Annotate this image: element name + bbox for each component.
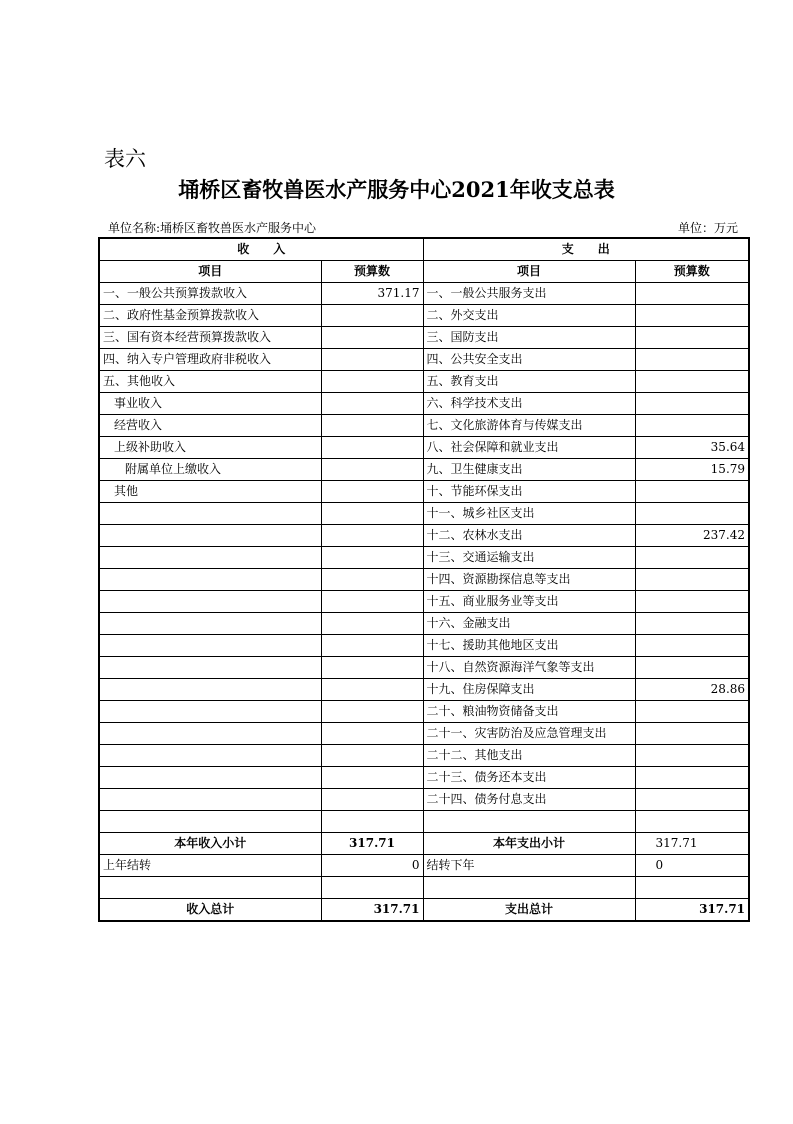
expense-value-cell	[635, 503, 749, 525]
income-item-cell	[99, 789, 321, 811]
expense-item-cell: 六、科学技术支出	[423, 393, 635, 415]
table-row	[99, 811, 749, 833]
expense-item-cell: 二十三、债务还本支出	[423, 767, 635, 789]
expense-value-cell	[635, 481, 749, 503]
blank-cell	[423, 877, 635, 899]
expense-group-header: 支 出	[423, 238, 749, 261]
expense-value-cell	[635, 415, 749, 437]
expense-value-cell	[635, 613, 749, 635]
column-header-row	[99, 261, 749, 283]
expense-item-cell: 十五、商业服务业等支出	[423, 591, 635, 613]
carry-row	[99, 855, 749, 877]
expense-value-cell	[635, 745, 749, 767]
income-value-cell	[321, 569, 423, 591]
income-value-cell	[321, 459, 423, 481]
expense-item-cell: 十四、资源勘探信息等支出	[423, 569, 635, 591]
expense-item-cell: 十八、自然资源海洋气象等支出	[423, 657, 635, 679]
income-value-cell: 371.17	[321, 283, 423, 305]
expense-item-cell: 二十一、灾害防治及应急管理支出	[423, 723, 635, 745]
table-row	[99, 591, 749, 613]
expense-item-cell	[423, 811, 635, 833]
subtotal-row	[99, 833, 749, 855]
expense-value-cell: 28.86	[635, 679, 749, 701]
income-item-cell: 三、国有资本经营预算拨款收入	[99, 327, 321, 349]
income-item-cell	[99, 657, 321, 679]
income-item-cell	[99, 569, 321, 591]
income-group-header: 收 入	[99, 238, 423, 261]
income-item-cell: 四、纳入专户管理政府非税收入	[99, 349, 321, 371]
expense-value-cell	[635, 305, 749, 327]
income-value-cell	[321, 591, 423, 613]
income-subtotal-value: 317.71	[321, 833, 423, 855]
income-value-cell	[321, 503, 423, 525]
expense-value-cell	[635, 657, 749, 679]
blank-cell	[321, 877, 423, 899]
expense-subtotal-label: 本年支出小计	[423, 833, 635, 855]
income-value-cell	[321, 415, 423, 437]
income-value-cell	[321, 811, 423, 833]
table-row	[99, 767, 749, 789]
table-row	[99, 481, 749, 503]
income-item-cell	[99, 547, 321, 569]
income-subtotal-label: 本年收入小计	[99, 833, 321, 855]
income-value-cell	[321, 635, 423, 657]
income-value-cell	[321, 393, 423, 415]
table-row	[99, 569, 749, 591]
expense-item-cell: 十一、城乡社区支出	[423, 503, 635, 525]
income-value-cell	[321, 349, 423, 371]
expense-total-label: 支出总计	[423, 899, 635, 922]
expense-budget-header: 预算数	[635, 261, 749, 283]
income-item-cell: 其他	[99, 481, 321, 503]
table-row	[99, 745, 749, 767]
income-item-cell: 附属单位上缴收入	[99, 459, 321, 481]
expense-value-cell	[635, 569, 749, 591]
table-row	[99, 701, 749, 723]
expense-item-header: 项目	[423, 261, 635, 283]
income-value-cell	[321, 371, 423, 393]
income-value-cell	[321, 767, 423, 789]
expense-value-cell	[635, 767, 749, 789]
expense-item-cell: 二十、粮油物资储备支出	[423, 701, 635, 723]
expense-item-cell: 三、国防支出	[423, 327, 635, 349]
income-item-cell	[99, 613, 321, 635]
income-item-cell: 上级补助收入	[99, 437, 321, 459]
income-item-cell	[99, 503, 321, 525]
expense-item-cell: 十九、住房保障支出	[423, 679, 635, 701]
expense-item-cell: 十三、交通运输支出	[423, 547, 635, 569]
income-carry-value: 0	[321, 855, 423, 877]
expense-item-cell: 十二、农林水支出	[423, 525, 635, 547]
income-item-cell	[99, 767, 321, 789]
table-row	[99, 393, 749, 415]
table-row	[99, 789, 749, 811]
income-value-cell	[321, 723, 423, 745]
expense-item-cell: 十七、援助其他地区支出	[423, 635, 635, 657]
expense-subtotal-value: 317.71	[635, 833, 749, 855]
table-row	[99, 503, 749, 525]
income-carry-label: 上年结转	[99, 855, 321, 877]
expense-value-cell: 35.64	[635, 437, 749, 459]
expense-value-cell	[635, 547, 749, 569]
expense-item-cell: 二、外交支出	[423, 305, 635, 327]
table-row	[99, 437, 749, 459]
blank-cell	[635, 877, 749, 899]
table-row	[99, 525, 749, 547]
income-item-cell	[99, 701, 321, 723]
expense-item-cell: 五、教育支出	[423, 371, 635, 393]
income-item-cell: 二、政府性基金预算拨款收入	[99, 305, 321, 327]
blank-row	[99, 877, 749, 899]
table-row	[99, 349, 749, 371]
expense-value-cell	[635, 393, 749, 415]
table-row	[99, 283, 749, 305]
unit-name-label: 单位名称:埇桥区畜牧兽医水产服务中心	[108, 221, 317, 235]
expense-value-cell	[635, 701, 749, 723]
total-row	[99, 899, 749, 922]
expense-value-cell	[635, 371, 749, 393]
expense-value-cell	[635, 811, 749, 833]
expense-carry-label: 结转下年	[423, 855, 635, 877]
expense-value-cell: 237.42	[635, 525, 749, 547]
expense-item-cell: 二十二、其他支出	[423, 745, 635, 767]
income-item-cell	[99, 811, 321, 833]
table-row	[99, 305, 749, 327]
table-row	[99, 679, 749, 701]
group-header-row	[99, 238, 749, 261]
income-value-cell	[321, 547, 423, 569]
expense-carry-value: 0	[635, 855, 749, 877]
expense-item-cell: 一、一般公共服务支出	[423, 283, 635, 305]
expense-item-cell: 七、文化旅游体育与传媒支出	[423, 415, 635, 437]
income-value-cell	[321, 525, 423, 547]
income-item-cell	[99, 591, 321, 613]
income-value-cell	[321, 679, 423, 701]
page-title: 埇桥区畜牧兽医水产服务中心2021年收支总表	[178, 177, 615, 202]
income-item-cell	[99, 679, 321, 701]
blank-cell	[99, 877, 321, 899]
table-row	[99, 723, 749, 745]
income-budget-header: 预算数	[321, 261, 423, 283]
income-item-header: 项目	[99, 261, 321, 283]
expense-item-cell: 十、节能环保支出	[423, 481, 635, 503]
budget-summary-table	[98, 237, 750, 922]
expense-value-cell	[635, 283, 749, 305]
currency-unit-label: 单位：万元	[677, 221, 738, 235]
income-value-cell	[321, 657, 423, 679]
expense-item-cell: 八、社会保障和就业支出	[423, 437, 635, 459]
expense-value-cell	[635, 327, 749, 349]
expense-value-cell	[635, 349, 749, 371]
expense-total-value: 317.71	[635, 899, 749, 922]
income-item-cell	[99, 723, 321, 745]
income-item-cell: 一、一般公共预算拨款收入	[99, 283, 321, 305]
income-item-cell: 事业收入	[99, 393, 321, 415]
expense-item-cell: 十六、金融支出	[423, 613, 635, 635]
income-item-cell	[99, 525, 321, 547]
income-value-cell	[321, 327, 423, 349]
expense-value-cell	[635, 635, 749, 657]
table-row	[99, 635, 749, 657]
expense-item-cell: 二十四、债务付息支出	[423, 789, 635, 811]
expense-value-cell	[635, 591, 749, 613]
income-value-cell	[321, 701, 423, 723]
income-value-cell	[321, 305, 423, 327]
table-row	[99, 371, 749, 393]
income-item-cell	[99, 745, 321, 767]
expense-item-cell: 四、公共安全支出	[423, 349, 635, 371]
table-row	[99, 415, 749, 437]
table-row	[99, 547, 749, 569]
income-value-cell	[321, 745, 423, 767]
income-value-cell	[321, 481, 423, 503]
expense-value-cell	[635, 723, 749, 745]
expense-value-cell: 15.79	[635, 459, 749, 481]
table-row	[99, 613, 749, 635]
expense-value-cell	[635, 789, 749, 811]
table-row	[99, 327, 749, 349]
table-row	[99, 657, 749, 679]
table-row	[99, 459, 749, 481]
table-number: 表六	[104, 147, 146, 171]
expense-item-cell: 九、卫生健康支出	[423, 459, 635, 481]
income-item-cell: 经营收入	[99, 415, 321, 437]
income-value-cell	[321, 789, 423, 811]
income-item-cell	[99, 635, 321, 657]
income-total-value: 317.71	[321, 899, 423, 922]
income-total-label: 收入总计	[99, 899, 321, 922]
income-value-cell	[321, 613, 423, 635]
income-item-cell: 五、其他收入	[99, 371, 321, 393]
income-value-cell	[321, 437, 423, 459]
